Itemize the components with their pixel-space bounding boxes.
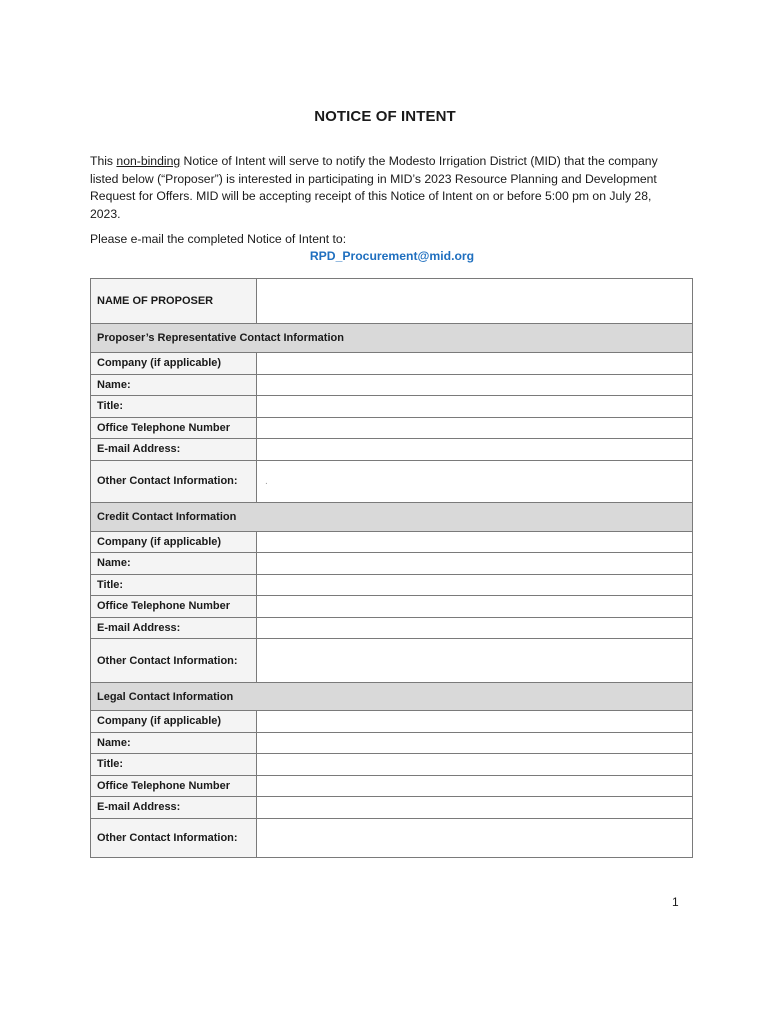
section-header [91, 683, 693, 711]
section-header [91, 324, 693, 353]
form-row [91, 353, 693, 375]
intro-paragraph [90, 153, 680, 223]
rep-email-label: E-mail Address: [91, 439, 257, 461]
representative-section-heading: Proposer’s Representative Contact Information [91, 324, 693, 353]
contact-form-table [90, 278, 693, 858]
page-number: 1 [672, 895, 679, 909]
credit-phone-field[interactable] [257, 596, 693, 618]
form-row [91, 617, 693, 639]
rep-title-field[interactable] [257, 396, 693, 418]
credit-title-label: Title: [91, 574, 257, 596]
page-title: NOTICE OF INTENT [314, 108, 456, 125]
rep-email-field[interactable] [257, 439, 693, 461]
form-row [91, 396, 693, 418]
rep-title-label: Title: [91, 396, 257, 418]
rep-name-label: Name: [91, 374, 257, 396]
legal-other-label: Other Contact Information: [91, 818, 257, 857]
form-row [91, 818, 693, 857]
credit-title-field[interactable] [257, 574, 693, 596]
legal-phone-field[interactable] [257, 775, 693, 797]
credit-phone-label: Office Telephone Number [91, 596, 257, 618]
form-row [91, 574, 693, 596]
rep-company-field[interactable] [257, 353, 693, 375]
form-row [91, 553, 693, 575]
rep-phone-field[interactable] [257, 417, 693, 439]
form-row [91, 711, 693, 733]
non-binding-text: non-binding [116, 154, 181, 168]
rep-phone-label: Office Telephone Number [91, 417, 257, 439]
credit-other-field[interactable] [257, 639, 693, 683]
credit-name-field[interactable] [257, 553, 693, 575]
legal-title-label: Title: [91, 754, 257, 776]
section-header [91, 502, 693, 531]
credit-email-field[interactable] [257, 617, 693, 639]
form-row [91, 417, 693, 439]
form-row [91, 732, 693, 754]
credit-section-heading: Credit Contact Information [91, 502, 693, 531]
credit-company-label: Company (if applicable) [91, 531, 257, 553]
legal-company-label: Company (if applicable) [91, 711, 257, 733]
credit-other-label: Other Contact Information: [91, 639, 257, 683]
credit-name-label: Name: [91, 553, 257, 575]
proposer-name-field[interactable] [257, 279, 693, 324]
legal-section-heading: Legal Contact Information [91, 683, 693, 711]
legal-title-field[interactable] [257, 754, 693, 776]
form-row [91, 374, 693, 396]
rep-other-field[interactable] [257, 460, 693, 502]
email-instruction: Please e-mail the completed Notice of Intent to: [90, 232, 347, 246]
legal-company-field[interactable] [257, 711, 693, 733]
legal-email-label: E-mail Address: [91, 797, 257, 819]
legal-name-label: Name: [91, 732, 257, 754]
credit-company-field[interactable] [257, 531, 693, 553]
legal-other-field[interactable] [257, 818, 693, 857]
rep-company-label: Company (if applicable) [91, 353, 257, 375]
form-row [91, 754, 693, 776]
intro-text-start: This [90, 154, 117, 168]
credit-email-label: E-mail Address: [91, 617, 257, 639]
proposer-name-label: NAME OF PROPOSER [91, 279, 257, 324]
intro-text-rest: Notice of Intent will serve to notify the Modesto Irrigation District (MID) that the company listed below (“Proposer”) is interested in participating in MID’s 2023 Resource Planning and Development Request for Offers. MID will be accepting receipt of this Notice of Intent on or before 5:00 pm on July 28, 2023. [90, 154, 658, 221]
form-row [91, 775, 693, 797]
rep-other-value: . [265, 476, 268, 487]
form-row [91, 439, 693, 461]
rep-other-label: Other Contact Information: [91, 460, 257, 502]
legal-name-field[interactable] [257, 732, 693, 754]
legal-phone-label: Office Telephone Number [91, 775, 257, 797]
form-row [91, 460, 693, 502]
form-row [91, 596, 693, 618]
form-row [91, 531, 693, 553]
legal-email-field[interactable] [257, 797, 693, 819]
form-row [91, 797, 693, 819]
proposer-row [91, 279, 693, 324]
rep-name-field[interactable] [257, 374, 693, 396]
procurement-email-link[interactable]: RPD_Procurement@mid.org [309, 249, 475, 263]
form-row [91, 639, 693, 683]
